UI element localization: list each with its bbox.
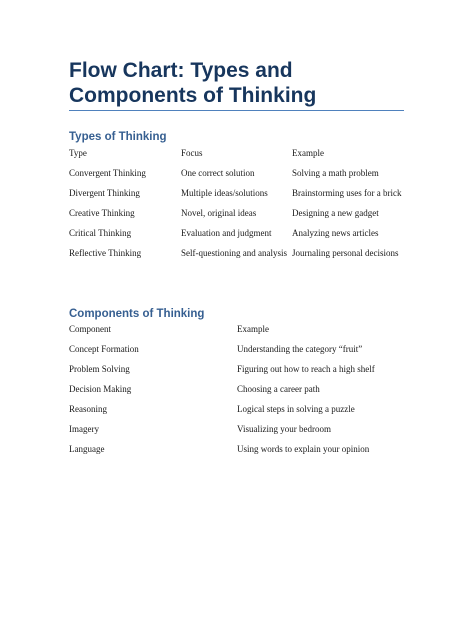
- component-cell: Language: [69, 444, 105, 454]
- focus-cell: One correct solution: [181, 168, 255, 178]
- types-of-thinking-table: [69, 148, 409, 268]
- focus-cell: Multiple ideas/solutions: [181, 188, 268, 198]
- title-underline: [69, 110, 404, 111]
- example-cell: Analyzing news articles: [292, 228, 379, 238]
- table-row: [69, 384, 409, 404]
- types-of-thinking-heading: Types of Thinking: [69, 131, 167, 143]
- type-cell: Divergent Thinking: [69, 188, 140, 198]
- example-cell: Figuring out how to reach a high shelf: [237, 364, 375, 374]
- column-header-component: Component: [69, 324, 111, 334]
- component-cell: Imagery: [69, 424, 99, 434]
- component-cell: Reasoning: [69, 404, 107, 414]
- example-cell: Journaling personal decisions: [292, 248, 399, 258]
- components-of-thinking-table: [69, 324, 409, 464]
- type-cell: Critical Thinking: [69, 228, 132, 238]
- table-header-row: [69, 324, 409, 344]
- table-row: [69, 424, 409, 444]
- component-cell: Concept Formation: [69, 344, 139, 354]
- example-cell: Understanding the category “fruit”: [237, 344, 363, 354]
- type-cell: Convergent Thinking: [69, 168, 146, 178]
- example-cell: Designing a new gadget: [292, 208, 379, 218]
- type-cell: Creative Thinking: [69, 208, 135, 218]
- document-title: Flow Chart: Types and Components of Thinking: [69, 59, 317, 107]
- table-row: [69, 364, 409, 384]
- column-header-type: Type: [69, 148, 87, 158]
- column-header-example: Example: [237, 324, 269, 334]
- table-row: [69, 228, 409, 248]
- table-row: [69, 404, 409, 424]
- table-row: [69, 208, 409, 228]
- table-header-row: [69, 148, 409, 168]
- example-cell: Using words to explain your opinion: [237, 444, 370, 454]
- components-of-thinking-heading: Components of Thinking: [69, 308, 205, 320]
- type-cell: Reflective Thinking: [69, 248, 142, 258]
- column-header-example: Example: [292, 148, 324, 158]
- table-row: [69, 188, 409, 208]
- example-cell: Visualizing your bedroom: [237, 424, 331, 434]
- example-cell: Solving a math problem: [292, 168, 379, 178]
- focus-cell: Self-questioning and analysis: [181, 248, 287, 258]
- focus-cell: Evaluation and judgment: [181, 228, 272, 238]
- table-row: [69, 344, 409, 364]
- example-cell: Brainstorming uses for a brick: [292, 188, 402, 198]
- example-cell: Choosing a career path: [237, 384, 320, 394]
- table-row: [69, 168, 409, 188]
- column-header-focus: Focus: [181, 148, 203, 158]
- example-cell: Logical steps in solving a puzzle: [237, 404, 355, 414]
- table-row: [69, 248, 409, 268]
- table-row: [69, 444, 409, 464]
- component-cell: Decision Making: [69, 384, 132, 394]
- focus-cell: Novel, original ideas: [181, 208, 257, 218]
- component-cell: Problem Solving: [69, 364, 130, 374]
